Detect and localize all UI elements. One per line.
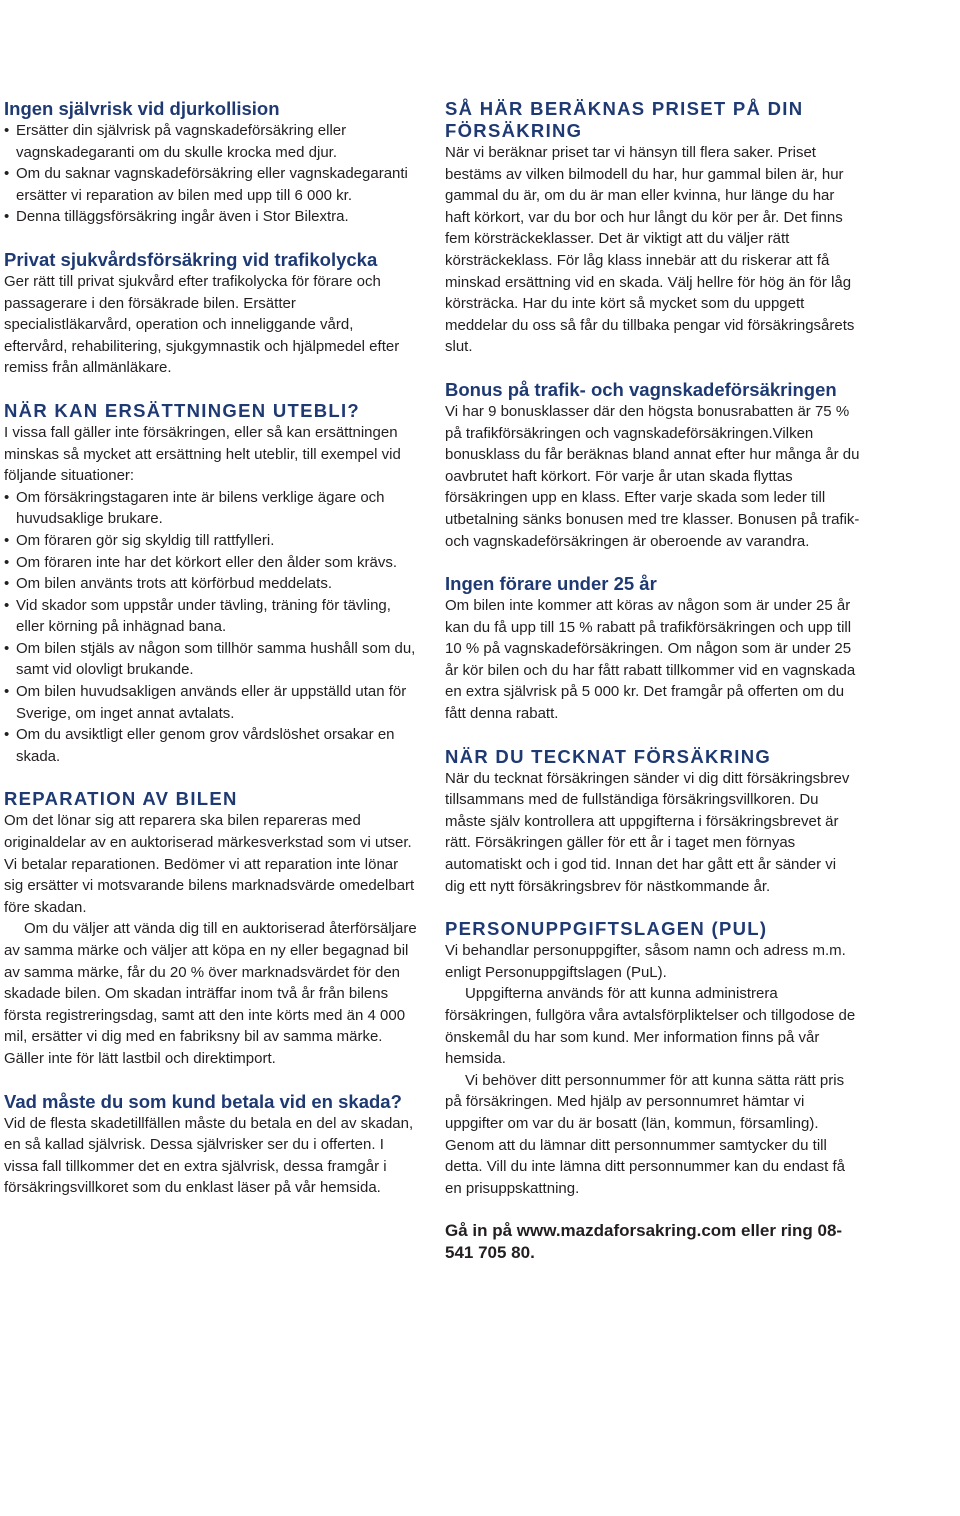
section-title: PERSONUPPGIFTSLAGEN (PUL) [445,918,768,940]
paragraph: Vi behandlar personuppgifter, såsom namn och adress m.m. enligt Personuppgiftslagen (PuL). [445,942,846,981]
bullet-icon: • [4,122,10,139]
right-column [445,98,860,1264]
section-title: Ingen förare under 25 år [445,573,657,595]
section-title: NÄR DU TECKNAT FÖRSÄKRING [445,745,772,767]
section-sjalvrisk [4,1091,419,1199]
section-title: Vad måste du som kund betala vid en skada? [4,1090,402,1112]
section-djurkollision [4,98,419,228]
paragraph: Om det lönar sig att reparera ska bilen repareras med originaldelar av en auktoriserad märkesverkstad som vi utser. Vi betalar reparationen. Bedömer vi att reparation inte lönar sig ersätter vi motsvarande bilens marknadsvärde omedelbart före skadan. [4,812,415,916]
list-item: • Om du saknar vagnskadeförsäkring eller vagnskadegaranti ersätter vi reparation av bilen med upp till 6 000 kr. [4,165,408,204]
paragraph: Om du väljer att vända dig till en auktoriserad återförsäljare av samma märke och väljer att köpa en ny eller begagnad bil av samma märke, får du 20 % över marknadsvärdet för den skadade bilen. Om skadan inträffar inom två år från bilens första registreringsdag, samt att den inte körts med än 4 000 mil, ersätter vi dig med en fabriksny bil av samma märke. Gäller inte för lätt lastbil och direktimport. [4,920,417,1067]
section-title: REPARATION AV BILEN [4,788,238,810]
paragraph: Vi behöver ditt personnummer för att kunna sätta rätt pris på försäkringen. Med hjälp av personnumret hämtar vi uppgifter om var du är bosatt (län, kommun, församling). Genom att du lämnar ditt personnummer samtycker du till detta. Vill du inte lämna ditt personnummer kan du endast få en prisuppskattning. [445,1071,845,1197]
list-item: • Om bilen använts trots att körförbud meddelats. [4,573,419,595]
bullet-icon: • [4,165,10,183]
bullet-icon: • [4,575,10,593]
bullet-icon: • [4,488,10,506]
paragraph: Ger rätt till privat sjukvård efter trafikolycka för förare och passagerare i den försäkrade bilen. Ersätter specialistläkarvård, operation och inneliggande vård, eftervård, rehabilitering, sjukgymnastik och hjälpmedel efter remiss från allmänläkare. [4,272,400,377]
section-reparation [4,788,419,1069]
list-item: • Denna tilläggsförsäkring ingår även i Stor Bilextra. [4,206,419,228]
paragraph: I vissa fall gäller inte försäkringen, eller så kan ersättningen minskas så mycket att ersättning helt uteblir, till exempel vid följande situationer: [4,423,401,485]
paragraph: När vi beräknar priset tar vi hänsyn till flera saker. Priset bestäms av vilken bilmodell du har, hur gammal bilen är, hur gammal du är, om du är man eller kvinna, hur länge du har haft körkort, var du bor och hur långt du kör per år. Det finns fem körsträckeklasser. Det är viktigt att du väljer rätt körsträckeklass. För låg klass innebär att du riskerar att få minskad ersättning vid en skada. Välj hellre för hög än för låg körsträcka. Har du inte kört så mycket som du uppgett meddelar du oss så får du tillbaka pengar vid försäkringsårets slut. [445,144,855,356]
contact-info: Gå in på www.mazdaforsakring.com eller ring 08-541 705 80. [445,1221,843,1263]
section-utebli [4,400,419,768]
list-item: • Om föraren gör sig skyldig till rattfylleri. [4,530,419,552]
list-item: • Om föraren inte har det körkort eller den ålder som krävs. [4,552,419,574]
bullet-icon: • [4,531,10,549]
section-title: SÅ HÄR BERÄKNAS PRISET PÅ DIN FÖRSÄKRING [445,98,804,141]
section-forare [445,573,860,725]
paragraph: Om bilen inte kommer att köras av någon som är under 25 år kan du få upp till 15 % rabatt på trafikförsäkringen och upp till 10 % på vagnskadeförsäkringen. Om någon som är under 25 år kör bilen och du har fått rabatt tillkommer vid en vagnskada en extra självrisk på 5 000 kr. Det framgår på offerten om du fått denna rabatt. [445,597,856,723]
list-item: • Om bilen huvudsakligen används eller är uppställd utan för Sverige, om inget annat avtalats. [4,683,407,722]
paragraph: Uppgifterna används för att kunna administrera försäkringen, fullgöra våra avtalsförpliktelser och tillgodose de önskemål du har som kund. Mer information finns på vår hemsida. [445,985,856,1068]
bullet-icon: • [4,553,10,571]
paragraph: Vi har 9 bonusklasser där den högsta bonusrabatten är 75 % på trafikförsäkringen och vagnskadeförsäkringen.Vilken bonusklass du får beräknas bland annat efter hur många år du oavbrutet haft körkort. För varje år utan skada flyttas försäkringen upp en klass. Efter varje skada som leder till utbetalning sänks bonusen med tre klasser. Bonusen på trafik- och vagnskadeförsäkringen är oberoende av varandra. [445,402,860,550]
list-item: • Om bilen stjäls av någon som tillhör samma hushåll som du, samt vid olovligt brukande. [4,639,416,679]
section-title: NÄR KAN ERSÄTTNINGEN UTEBLI? [4,399,361,421]
section-sjukvard [4,249,419,379]
section-bonus [445,379,860,552]
bullet-icon: • [4,683,10,701]
bullet-list [4,120,419,228]
section-pul [445,918,860,1199]
section-pris [445,98,860,358]
section-title: Bonus på trafik- och vagnskadeförsäkringen [445,378,837,400]
section-title: Ingen självrisk vid djurkollision [4,98,280,119]
list-item: • Ersätter din självrisk på vagnskadeförsäkring eller vagnskadegaranti om du skulle krocka med djur. [4,122,347,161]
bullet-icon: • [4,726,10,744]
bullet-icon: • [4,639,10,657]
paragraph: Vid de flesta skadetillfällen måste du betala en del av skadan, en så kallad självrisk. Dessa självrisker ser du i offerten. I vissa fall tillkommer det en extra självrisk, dessa framgår i försäkringsvillkoret som du enklast läser på vår hemsida. [4,1114,414,1197]
section-tecknat [445,746,860,898]
bullet-icon: • [4,596,10,614]
bullet-icon: • [4,208,10,226]
left-column [4,98,419,1220]
list-item: • Vid skador som uppstår under tävling, träning för tävling, eller körning på inhägnad bana. [4,596,391,636]
section-title: Privat sjukvårdsförsäkring vid trafikolycka [4,248,378,270]
bullet-list [4,487,419,768]
paragraph: När du tecknat försäkringen sänder vi dig ditt försäkringsbrev tillsammans med de fullständiga försäkringsvillkoren. Du måste själv kontrollera att uppgifterna i försäkringsbrevet är rätt. Försäkringen gäller för ett år i taget men förnyas automatiskt och i god tid. Innan det har gått ett år sänder vi dig ett nytt försäkringsbrev för nästkommande år. [445,769,850,895]
list-item: • Om försäkringstagaren inte är bilens verklige ägare och huvudsaklige brukare. [4,488,385,528]
list-item: • Om du avsiktligt eller genom grov vårdslöshet orsakar en skada. [4,726,395,765]
